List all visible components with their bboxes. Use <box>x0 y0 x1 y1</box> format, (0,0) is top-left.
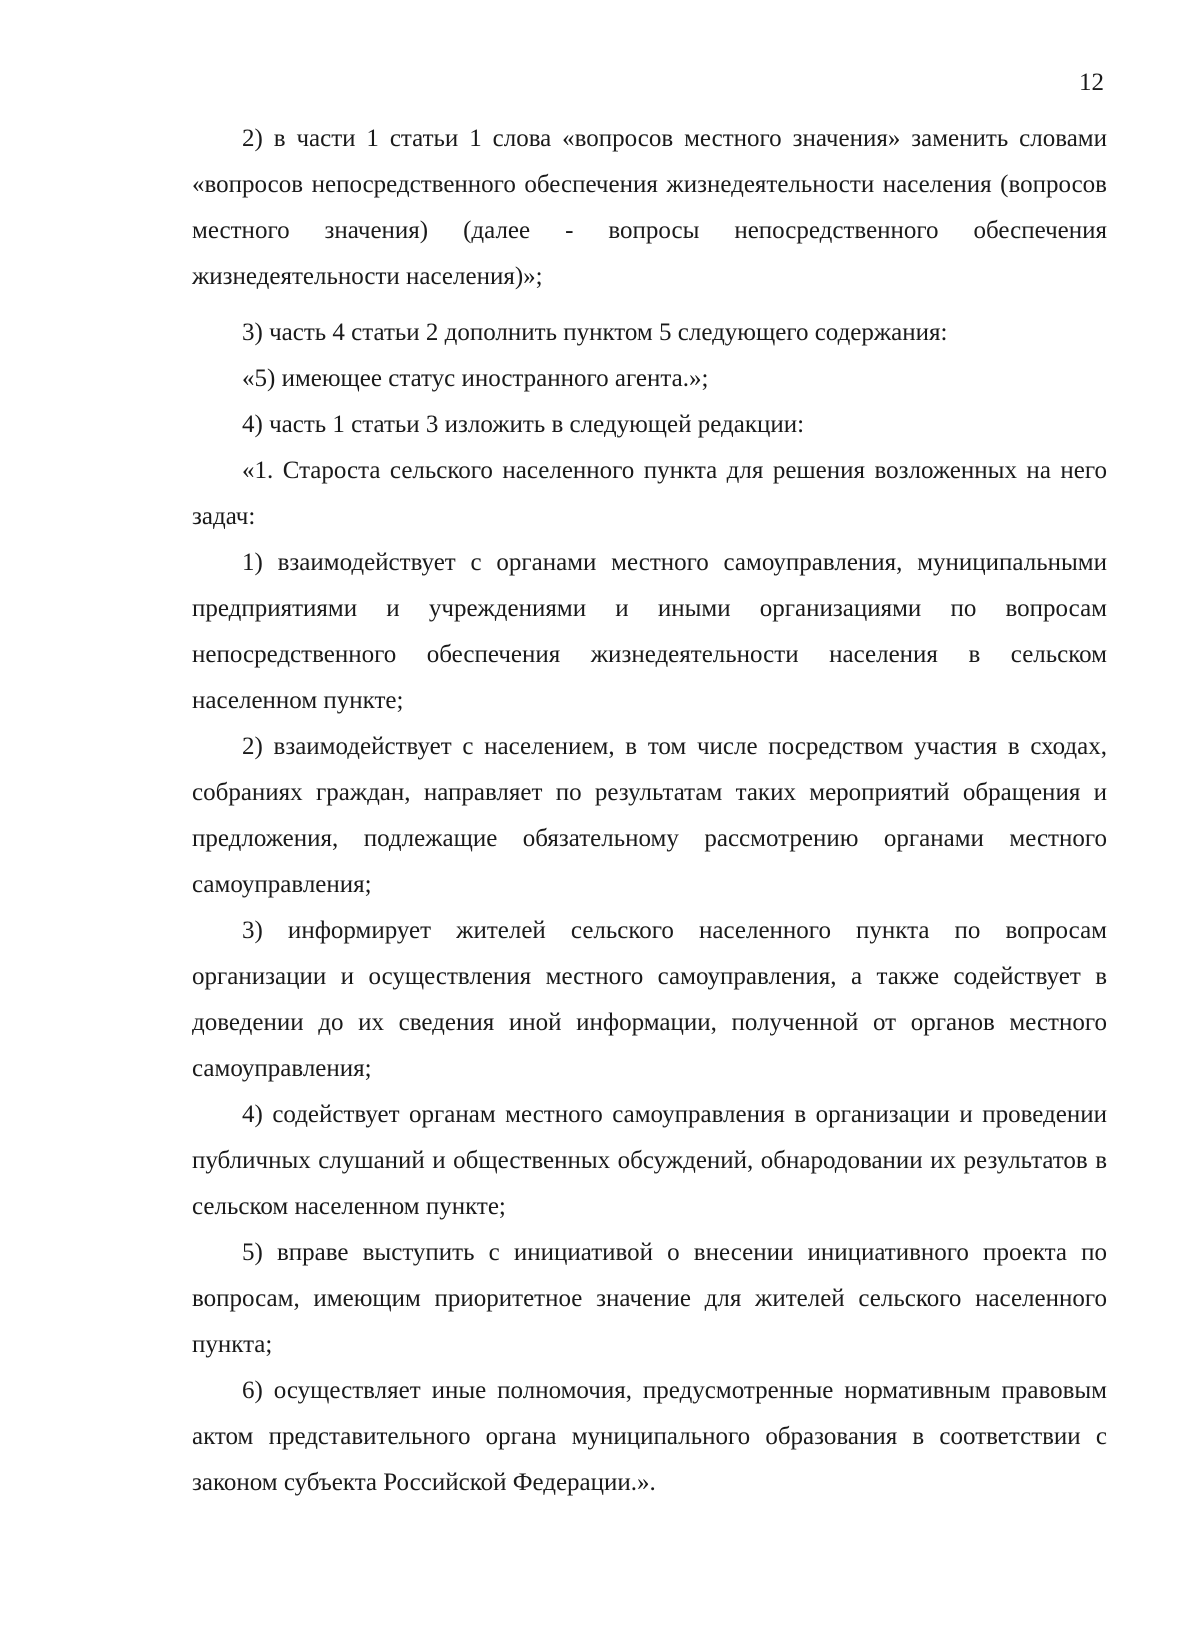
paragraph-quote-item-5: «5) имеющее статус иностранного агента.»; <box>242 365 709 392</box>
paragraph-duty-1: 1) взаимодействует с органами местного самоуправления, муниципальными предприятиями и учреждениями и иными организациями по вопросам непосредственного обеспечения жизнедеятельности населения в сельском населенном пункте; <box>192 549 1107 714</box>
paragraph-amendment-2: 2) в части 1 статьи 1 слова «вопросов местного значения» заменить словами «вопросов непосредственного обеспечения жизнедеятельности населения (вопросов местного значения) (далее - вопросы непосредственного обеспечения жизнедеятельности населения)»; <box>192 125 1107 290</box>
paragraph-duty-2: 2) взаимодействует с населением, в том числе посредством участия в сходах, собраниях граждан, направляет по результатам таких мероприятий обращения и предложения, подлежащие обязательному рассмотрению органами местного самоуправления; <box>192 733 1107 898</box>
paragraph-duty-5: 5) вправе выступить с инициативой о внесении инициативного проекта по вопросам, имеющим приоритетное значение для жителей сельского населенного пункта; <box>192 1239 1107 1358</box>
paragraph-amendment-3: 3) часть 4 статьи 2 дополнить пунктом 5 следующего содержания: <box>242 319 948 346</box>
paragraph-duty-6: 6) осуществляет иные полномочия, предусмотренные нормативным правовым актом представительного органа муниципального образования в соответствии с законом субъекта Российской Федерации.». <box>192 1377 1107 1496</box>
paragraph-amendment-4: 4) часть 1 статьи 3 изложить в следующей редакции: <box>242 411 805 438</box>
document-body <box>192 116 1107 1506</box>
paragraph-article-3-part-1: «1. Староста сельского населенного пункта для решения возложенных на него задач: <box>192 457 1107 530</box>
page-number: 12 <box>1079 69 1104 96</box>
paragraph-duty-3: 3) информирует жителей сельского населенного пункта по вопросам организации и осуществления местного самоуправления, а также содействует в доведении до их сведения иной информации, полученной от органов местного самоуправления; <box>192 917 1107 1082</box>
paragraph-duty-4: 4) содействует органам местного самоуправления в организации и проведении публичных слушаний и общественных обсуждений, обнародовании их результатов в сельском населенном пункте; <box>192 1101 1107 1220</box>
